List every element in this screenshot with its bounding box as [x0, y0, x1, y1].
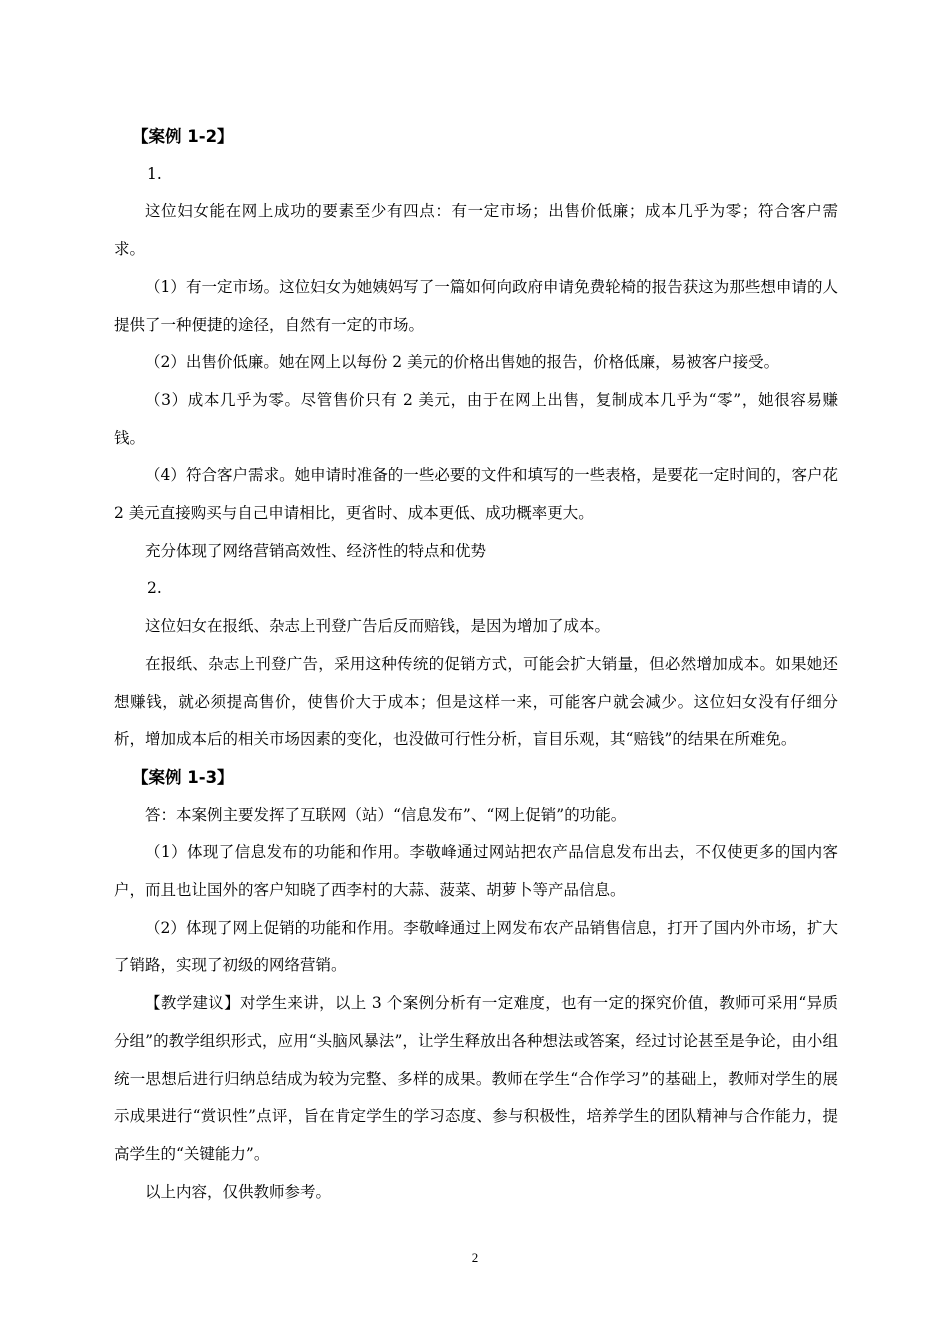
question-2-detail: 在报纸、杂志上刊登广告，采用这种传统的促销方式，可能会扩大销量，但必然增加成本。如果她还想赚钱，就必须提高售价，使售价大于成本；但是这样一来，可能客户就会减少。这位妇女没有仔细分析，增加成本后的相关市场因素的变化，也没做可行性分析，盲目乐观，其“赔钱”的结果在所难免。	[114, 654, 838, 749]
case-1-3-point-2: （2）体现了网上促销的功能和作用。李敬峰通过上网发布农产品销售信息，打开了国内外市场，扩大了销路，实现了初级的网络营销。	[114, 918, 838, 975]
case-1-3-answer: 答：本案例主要发挥了互联网（站）“信息发布”、“网上促销”的功能。	[145, 805, 627, 824]
question-2-number: 2.	[147, 579, 162, 598]
question-1-point-2: （2）出售价低廉。她在网上以每份 2 美元的价格出售她的报告，价格低廉，易被客户接受。	[145, 353, 780, 372]
case-1-3-point-1: （1）体现了信息发布的功能和作用。李敬峰通过网站把农产品信息发布出去，不仅使更多的国内客户，而且也让国外的客户知晓了西李村的大蒜、菠菜、胡萝卜等产品信息。	[114, 843, 838, 900]
question-1-number: 1.	[147, 164, 162, 183]
question-1-summary: 充分体现了网络营销高效性、经济性的特点和优势	[145, 541, 487, 560]
question-1-point-4: （4）符合客户需求。她申请时准备的一些必要的文件和填写的一些表格，是要花一定时间的，客户花 2 美元直接购买与自己申请相比，更省时、成本更低、成功概率更大。	[114, 466, 838, 523]
document-body	[114, 118, 838, 1211]
question-1-point-3: （3）成本几乎为零。尽管售价只有 2 美元，由于在网上出售，复制成本几乎为“零”，她很容易赚钱。	[114, 390, 838, 447]
question-1-intro: 这位妇女能在网上成功的要素至少有四点：有一定市场；出售价低廉；成本几乎为零；符合客户需求。	[114, 202, 838, 259]
question-1-point-1: （1）有一定市场。这位妇女为她姨妈写了一篇如何向政府申请免费轮椅的报告获这为那些想申请的人提供了一种便捷的途径，自然有一定的市场。	[114, 277, 838, 334]
case-1-3-heading: 【案例 1-3】	[132, 767, 234, 787]
closing-note: 以上内容，仅供教师参考。	[145, 1182, 332, 1201]
case-1-2-heading: 【案例 1-2】	[132, 127, 234, 146]
page-number: 2	[471, 1250, 479, 1265]
question-2-intro: 这位妇女在报纸、杂志上刊登广告后反而赔钱，是因为增加了成本。	[145, 617, 611, 636]
teaching-suggestion: 【教学建议】对学生来讲，以上 3 个案例分析有一定难度，也有一定的探究价值，教师可采用“异质分组”的教学组织形式，应用“头脑风暴法”，让学生释放出各种想法或答案，经过讨论甚至是争论，由小组统一思想后进行归纳总结成为较为完整、多样的成果。教师在学生“合作学习”的基础上，教师对学生的展示成果进行“赏识性”点评，旨在肯定学生的学习态度、参与积极性，培养学生的团队精神与合作能力，提高学生的“关键能力”。	[114, 994, 838, 1163]
